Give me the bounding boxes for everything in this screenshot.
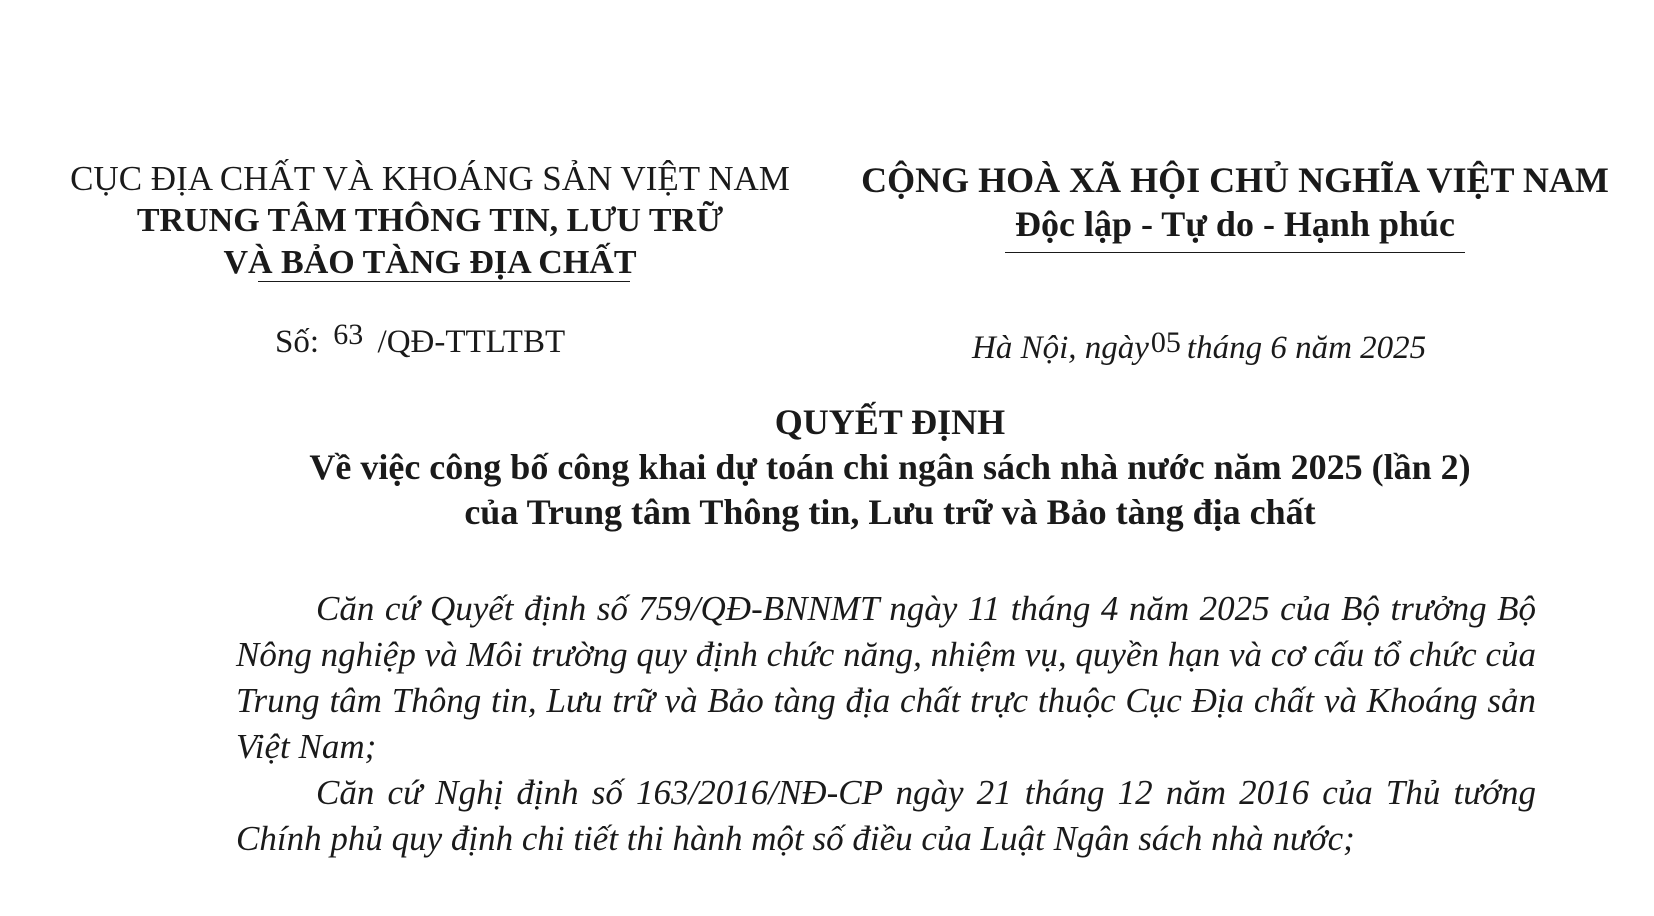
motto-underline [1005,252,1465,253]
doc-date-prefix: Hà Nội, ngày [972,330,1149,366]
national-motto: Độc lập - Tự do - Hạnh phúc [1014,204,1456,244]
legal-basis-paragraph: Căn cứ Quyết định số 759/QĐ-BNNMT ngày 11 tháng 4 năm 2025 của Bộ trưởng Bộ Nông nghiệp và Môi trường quy định chức năng, nhiệm vụ, quyền hạn và cơ cấu tổ chức của Trung tâm Thông tin, Lưu trữ và Bảo tàng địa chất trực thuộc Cục Địa chất và Khoáng sản Việt Nam; [236,589,1536,766]
decision-subject-line2: của Trung tâm Thông tin, Lưu trữ và Bảo tàng địa chất [464,492,1316,532]
national-title: CỘNG HOÀ XÃ HỘI CHỦ NGHĨA VIỆT NAM [861,160,1609,200]
document-date [972,326,1427,367]
parent-agency-name: CỤC ĐỊA CHẤT VÀ KHOÁNG SẢN VIỆT NAM [70,159,790,198]
issuing-agency-block [40,158,820,284]
document-number [275,318,566,361]
legal-basis-paragraph: Căn cứ Nghị định số 163/2016/NĐ-CP ngày 21 tháng 12 năm 2016 của Thủ tướng Chính phủ quy định chi tiết thi hành một số điều của Luật Ngân sách nhà nước; [236,773,1536,858]
decision-body [236,586,1536,862]
agency-name-line2: VÀ BẢO TÀNG ĐỊA CHẤT [223,244,637,281]
decision-heading: QUYẾT ĐỊNH [774,402,1006,442]
agency-underline [258,281,630,282]
doc-number-suffix: /QĐ-TTLTBT [377,324,566,360]
agency-name-line1: TRUNG TÂM THÔNG TIN, LƯU TRỮ [136,202,724,239]
doc-date-day: 05 [1150,326,1181,359]
decision-subject-line1: Về việc công bố công khai dự toán chi ngân sách nhà nước năm 2025 (lần 2) [309,447,1471,487]
national-heading-block [840,158,1630,246]
doc-date-suffix: tháng 6 năm 2025 [1186,330,1427,366]
decision-title-block [200,400,1580,535]
doc-number-value: 63 [333,318,364,351]
doc-number-prefix: Số: [275,324,320,360]
